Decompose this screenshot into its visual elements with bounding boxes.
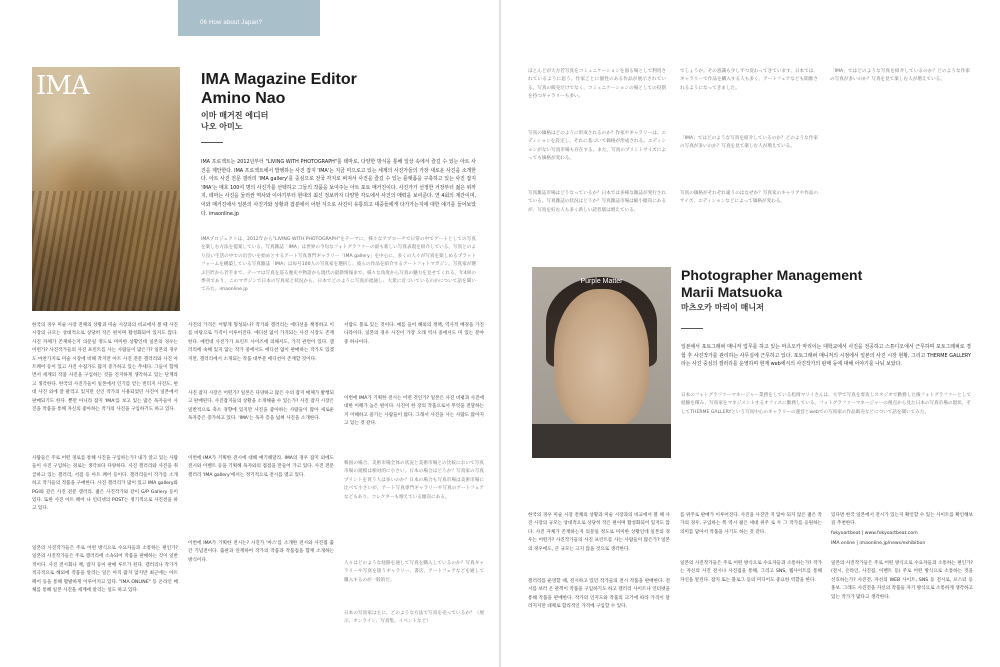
link-tokyoartbeat[interactable]: fokyoartbeat | www.fokyoartbeat.com: [831, 531, 918, 536]
page2-jp-col1-para1: ほとんどが大方若写真をコミュニケーションを図る場として利用されているように思う。作家ごとに個性のある作品が展示されている。写真の販売だけでなく、コミュニケーションの場としての役割を持つギャラリーも多い。: [528, 69, 666, 100]
page2-jp-col2-para3: 写真の価格がそれぞれ違うのはなぜか？写真家のキャリアや作品のサイズ、エディションなどによって価格が変わる。: [680, 191, 818, 205]
article2-intro-japanese: 日本のフォトグラファーマネージャー業務をしている松岡マリイさんは、大学で写真を専攻しスタジオで勤務した後フォトグラファーとして経験を積み、写真家をマネジメントするオフィスに勤務している。フォトグラファーマネージャーの視点から見た日本の写真市場の現状、そしてTHERME GALLERYという写真中心のギャラリーの運営とwebでの写真家の作品販売などについて話を聞いてみた。: [681, 393, 971, 415]
article1-col1-para2: 사람들은 주로 어떤 경로를 통해 사진을 구입하는가? 내가 알고 있는 사람들이 사진 구입하는 경로는 생각보다 다양하다. 사진 갤러리와 사진을 취급하고 있는 갤러리, 서점 등 아트 페어 등이다. 갤러리들이 작가를 소개하고 작가들의 작품을 구매한다. 사진 갤러리가 많이 있고 IMA gallery와 PGI와 같은 사진 전문 갤러리, 젊은 사진작가와 같이 G/P Gallery 등이 있다. 또한 사진 아트 페어 나 인터넷의 POST는 정기적으로 사진전을 하고 있다.: [32, 456, 178, 512]
article1-col3-para3-jp: 韓国の場合、美術市場全体の状況と美術市場との比較において写真市場の規模は相対的に小さい。日本の場合はどうか？写真家の写真プリントを買う人は多いのか？日本の場合も写真市場は美術市場に比べて小さいが、アート写真専門ギャラリーや写真のアートフェアなどもあり、コレクターも増えている傾向にある。: [344, 461, 484, 500]
portrait-shirt: [532, 424, 671, 458]
article1-col2-para1: 사진의 가격은 어떻게 형성되나? 작가와 갤러리는 에디션을 책정하고 이를 바탕으로 가격이 이루어진다. 에디션 없이 가격되는 사진 시장도 존재한다. 예컨대 사진가가 프린트 사이즈에 의해서도, 가격 관련이 있다. 갤러리에 속해 있지 않는 작가 중에서도 에디션 없이 판매하는 작가도 있겠지만, 갤러리에서 소개되는 작품 대부분 에디션이 존재할 것이다.: [188, 323, 334, 362]
section-label: 06 How about Japan?: [200, 20, 263, 26]
article1-rule: [201, 142, 223, 143]
article1-col1-para1: 한국의 경우 미술 시장 전체의 상황과 미술 시장과의 비교에서 볼 때 사진 시장의 규모는 상대적으로 상당히 작은 편이며 활성화되어 있지도 않다. 사진 자체가 존재하는지 의문일 정도로 미미한 상황인데 일본의 경우는 어떤가? 사진작가들의 사진 프린트를 사는 사람들이 많은가? 일본의 경우도 마찬가지로 미술 시장에 비해 작지만 아트 사진 전문 갤러리와 사진 아트페어 등이 있고 사진 수집가도 많지 증가하고 있는 추세다. 그들이 함께 면서 세계의 작품 사진을 구입하는 것을 진지하게 생각하고 있는 단계라고 생각한다. 한국의 사진가들이 일본에서 인기를 얻는 빈티지 사진도, 현대 사진 외에 잘 팔리고 있지만 신인 작가의 사용되었던 사진이 일본에서 판매되기도 한다. 뿐만 아니라 잡지 'IMA'를 보고 있는 많은 독자들이 사진을 작품을 통해 자신의 좋아하는 작가의 사진을 구입하기도 하고 있다.: [32, 323, 178, 413]
article2-korean-name: 마츠오카 마리이 매니저: [681, 303, 764, 312]
page2-jp-col1-para2: 写真の価格はどのように形成されるのか？作家やギャラリーは、エディションを設定し、それに基づいて価格が形成される。エディションがない写真市場も存在する。また、写真のプリントサイズによっても価格が変わる。: [528, 131, 666, 162]
crowd-texture: [32, 191, 180, 311]
article1-title: [201, 70, 471, 108]
article1-col2-para4: 이번에 IMA가 기획한 전시는? 사진가 '마스'를 소개한 전시와 사진집 출간 기념전이다. 출판과 연계하여 작가의 작품과 작품집을 함께 소개하는 방식이다.: [188, 541, 334, 563]
article2-col3-para2: 일본의 사진작가들은 주로 어떤 방식으로 수요자들과 소통하는 편인가? (전시, 온라인, 사진집, 이벤트 등) 주로 어떤 방식으로 소통하는 것을 선호하는가? 사진전, 자선의 WEB 사이트, SNS 등 전시로, 포스터 등 홍보. 그래도 사진전을 자신의 작품들 자기 방식으로 소통하게 생각하고 있는 작가가 많다고 생각한다.: [831, 561, 973, 600]
page-gutter: [499, 0, 501, 667]
article1-title-line2: Amino Nao: [201, 90, 286, 107]
article2-col3-para1: 있다면 한국 일본에서 전시가 있는지 확인할 수 있는 사이트를 확인해보길 추천한다.: [831, 513, 973, 527]
article1-col2-para2: 사진 잡지 시장은 어떤가? 일본은 다양하고 많은 수의 잡지 매체가 발행되고 판매된다. 사진잡지들의 상황을 소개해줄 수 있는가? 사진 잡지 시장은 일반적으로 축소 경향에 있지만 사진을 좋아하는 사람들이 많아 새로운 독자층은 증가하고 있다. 'IMA'는 독자 층을 넓혀 사진을 소개한다.: [188, 391, 334, 422]
ima-cover-mark: IMA: [36, 71, 89, 101]
article2-rule: [681, 328, 703, 329]
article1-col3-para1: 서랍도 볼로 있는 것이다. 예를 들어 해외의 정책, 역사적 배경을 가진 나라이다. 일본의 경우 사진이 가장 오래 역사 중에서도 미 있는 분야 중 하나이다.: [344, 323, 484, 345]
article1-col3-para4-jp: 人々はどのような経路を通して写真を購入しているのか？写真ギャラリーや写真を扱うギャラリー、書店、アートフェアなどを通して購入するのが一般的だ。: [344, 561, 484, 583]
article1-col2-para3: 이번에 IMA가 기획한 전시에 대해 얘기해달라. IMA의 경우 잡지 외에도 전시와 이벤트 등을 기획해 독자와의 접점을 만들어 가고 있다. 사진 전문 갤러리 'IMA gallery'에서는 정기적으로 전시를 열고 있다.: [188, 456, 334, 478]
article2-title-line1: Photographer Management: [681, 267, 863, 283]
article1-korean-name: 나오 아미노: [201, 122, 243, 131]
article2-col2-para2: 일본의 사진작가들은 주로 어떤 방식으로 수요자들과 소통하는가? 작가는 자신의 사진 전시나 사진집을 통해, 그리고 SNS, 웹사이트를 통해 자신을 알린다. 잡지 또는 블로그 등의 미디어도 중요한 역할을 한다.: [680, 561, 822, 583]
article2-title: [681, 267, 971, 301]
section-header-tab: [178, 0, 320, 36]
article2-intro-korean: 일본에서 포토그래퍼 매니저 업무를 하고 있는 마츠오카 마리이는 대학교에서 사진을 전공하고 스튜디오에서 근무하며 포토그래퍼로 경험 후 사진작가를 관리하는 사무실에 근무하고 있다. 포토그래퍼 매니저의 시점에서 일본의 사진 시장 현황, 그리고 THERME GALLERY라는 사진 중심의 갤러리를 운영하며 현재 web에서의 사진작가의 판매 등에 대해 이야기를 나눠 보았다.: [681, 344, 971, 368]
ima-magazine-photo: [32, 67, 180, 311]
page2-jp-col1-para3: 写真雑誌市場はどうなっているか？日本では多様な雑誌が発行されている。写真雑誌の状況はどうか？写真雑誌市場は縮小傾向にあるが、写真を好む人も多く新しい読者層は増えている。: [528, 191, 666, 213]
article1-title-line1: IMA Magazine Editor: [201, 71, 357, 88]
marii-portrait-photo: [532, 267, 671, 458]
article2-col2-para1: 를 위주로 판매가 이루어진다. 사진을 사진만 지 않아 되지 않은 젊은 작가의 경우, 구입하는 쪽 역시 젊은 세대 위주 로 두 그 작가를 응원하는 의미를 담아서 작품을 사기도 하는 것 같다.: [680, 513, 822, 535]
article1-intro-korean: IMA 프로젝트는 2012년부터 "LIVING WITH PHOTOGRAPH"를 테마로, 다양한 방식을 통해 일상 속에서 즐길 수 있는 아트 사진을 제안한다. IMA 프로젝트에서 발행하는 사진 잡지 'IMA'는 지금 미으로고 있는 세계의 사진가들의 가장 새로운 사진을 소개한다. 아트 사진 전문 갤러리 'IMA gallery'를 중심으로 전국 각지로 퍼져서 사진을 즐길 수 있는 플랫폼을 구축하고 있는 사진 잡지 'IMA'는 매호 100여 명의 사진가를 선택하고 그들의 작품을 보여주는 아트 포토 매거진이다. 사진가가 선정한 거장부터 젊은 위까지, 테마는 사진을 둘러싼 역사와 이야기부터 현대의 최신 정보까지 다양한 각도에서 사진의 매력을 보여준다. 연 4회의 계간이며, 이와 매거진에서 일본의 사진가와 상황과 잡분에서 어떤 식으로 사진이 유통되고 대중들에게 다가가는지에 대한 얘기를 들어보았다. imaonline.jp: [201, 159, 476, 217]
article1-col3-para5-jp: 日本の写真家は主に、どのような方法で写真を売っているか？（展示、オンライン、写真集、イベントなど）: [344, 611, 484, 625]
article2-col1-para1: 한국의 경우 미술 시장 전체의 상황과 미술 시장과의 비교에서 볼 때 사진 시장의 규모는 상대적으로 상당히 작은 편이며 활성화되어 있지도 않다. 사진 자체가 존재하는지 의문일 정도로 미미한 상황인데 일본의 경우는 어떤가? 사진작가들의 사진 프린트를 사는 사람들이 많은가? 일본의 경우에도, 큰 규모는 크지 않을 것으로 생각한다.: [528, 513, 670, 552]
page2-jp-col2-para1: でしょうか。その意識も少しずつ変わってきています。日本では、ギャラリーで作品を購入する人も多く、アートフェアなども開催されるようになってきました。: [680, 69, 818, 91]
link-imaonline[interactable]: IMA online | imaonline.jp/news/exhibition: [831, 541, 926, 546]
article1-col3-para2: 이번에 IMA가 기획한 전시는 어떤 것인가? 일본은 사진 비평과 사진에 대한 이해가 높은 편이다. 사진이 한 장의 작품으로서 무엇을 전달하는지 이해하고 즐기는 사람들이 많다. 그래서 사진을 사는 사람도 많아지고 있는 것 같다.: [344, 396, 484, 427]
article1-korean-title-line: 이마 매거진 에디터: [201, 111, 269, 120]
article1-col1-para3: 일본의 사진작가들은 주로 어떤 방식으로 수요자들과 소통하는 편인가? 일본의 사진작가들은 주로 갤러리에 소속되어 작품을 판매하는 것이 일반적이다. 사진 전시회나 책, 잡지 등이 판매 루트가 된다. 갤러리나 작가가 적극적으로 해외에 작품을 알리는 일은 아직 많지 않지만 최근에는 아트 페어 등을 통해 활발하게 이루어지고 있다. "IMA ONLINE" 등 온라인 매체를 통해 일본 사진을 세계에 알리는 일도 하고 있다.: [32, 546, 178, 594]
portrait-caption: Purple Matter: [580, 278, 623, 285]
portrait-face: [554, 289, 649, 429]
article1-korean-title: [201, 110, 268, 132]
article1-intro-japanese: IMAプロジェクトは、2012年から"LIVING WITH PHOTOGRAPH"をテーマに、様々なアプローチで日常の中でアートとしての写真を楽しむ方法を提案している。写真雑誌「IMA」は世界の今旬なフォトグラファーの最も新しい写真表現を紹介している。写真とのより良い生活の中での出会いを始めとするアート写真専門ギャラリー「IMA gallery」を中心に、多くの人々が写真を楽しめるプラットフォームを構築している写真雑誌「IMA」は毎号100人の写真家を選択し、彼らの作品を紹介するアートフォトマガジン。写真家が選ぶ巨匠から若手まで、テーマは写真を巡る歴史や物語から現代の最新情報まで、様々な角度から写真の魅力を見せてくれる。年4回の季刊であり、このマガジンで日本の写真家と状況から、日本でどのように写真が流通し、大衆に近づいているのかについて話を聞いてみた。imaonline.jp: [201, 237, 476, 293]
page2-jp-col2-para2: 「IMA」ではどのような写真を紹介しているのか？どのような作家の写真が多いのか？写真を見て楽しむ人が増えている。: [680, 136, 818, 150]
article2-col1-para2: 갤러리를 운영할 때, 전시하고 있던 작가들의 전시 작품을 판매한다. 전시를 보러 온 관객이 작품을 구입하기도 하고 갤러리 사이트나 인터넷을 통해 작품을 판매한다. 작가의 인지도와 작품의 크기에 따라 가격이 달라지지만 대체로 합리적인 가격에 구입할 수 있다.: [528, 579, 670, 610]
page2-jp-col3-para1: 「IMA」ではどのような写真を紹介しているのか？どのような作家の写真が多いのか？写真を見て楽しむ人が増えている。: [830, 69, 970, 83]
article2-title-line2: Marii Matsuoka: [681, 284, 783, 300]
